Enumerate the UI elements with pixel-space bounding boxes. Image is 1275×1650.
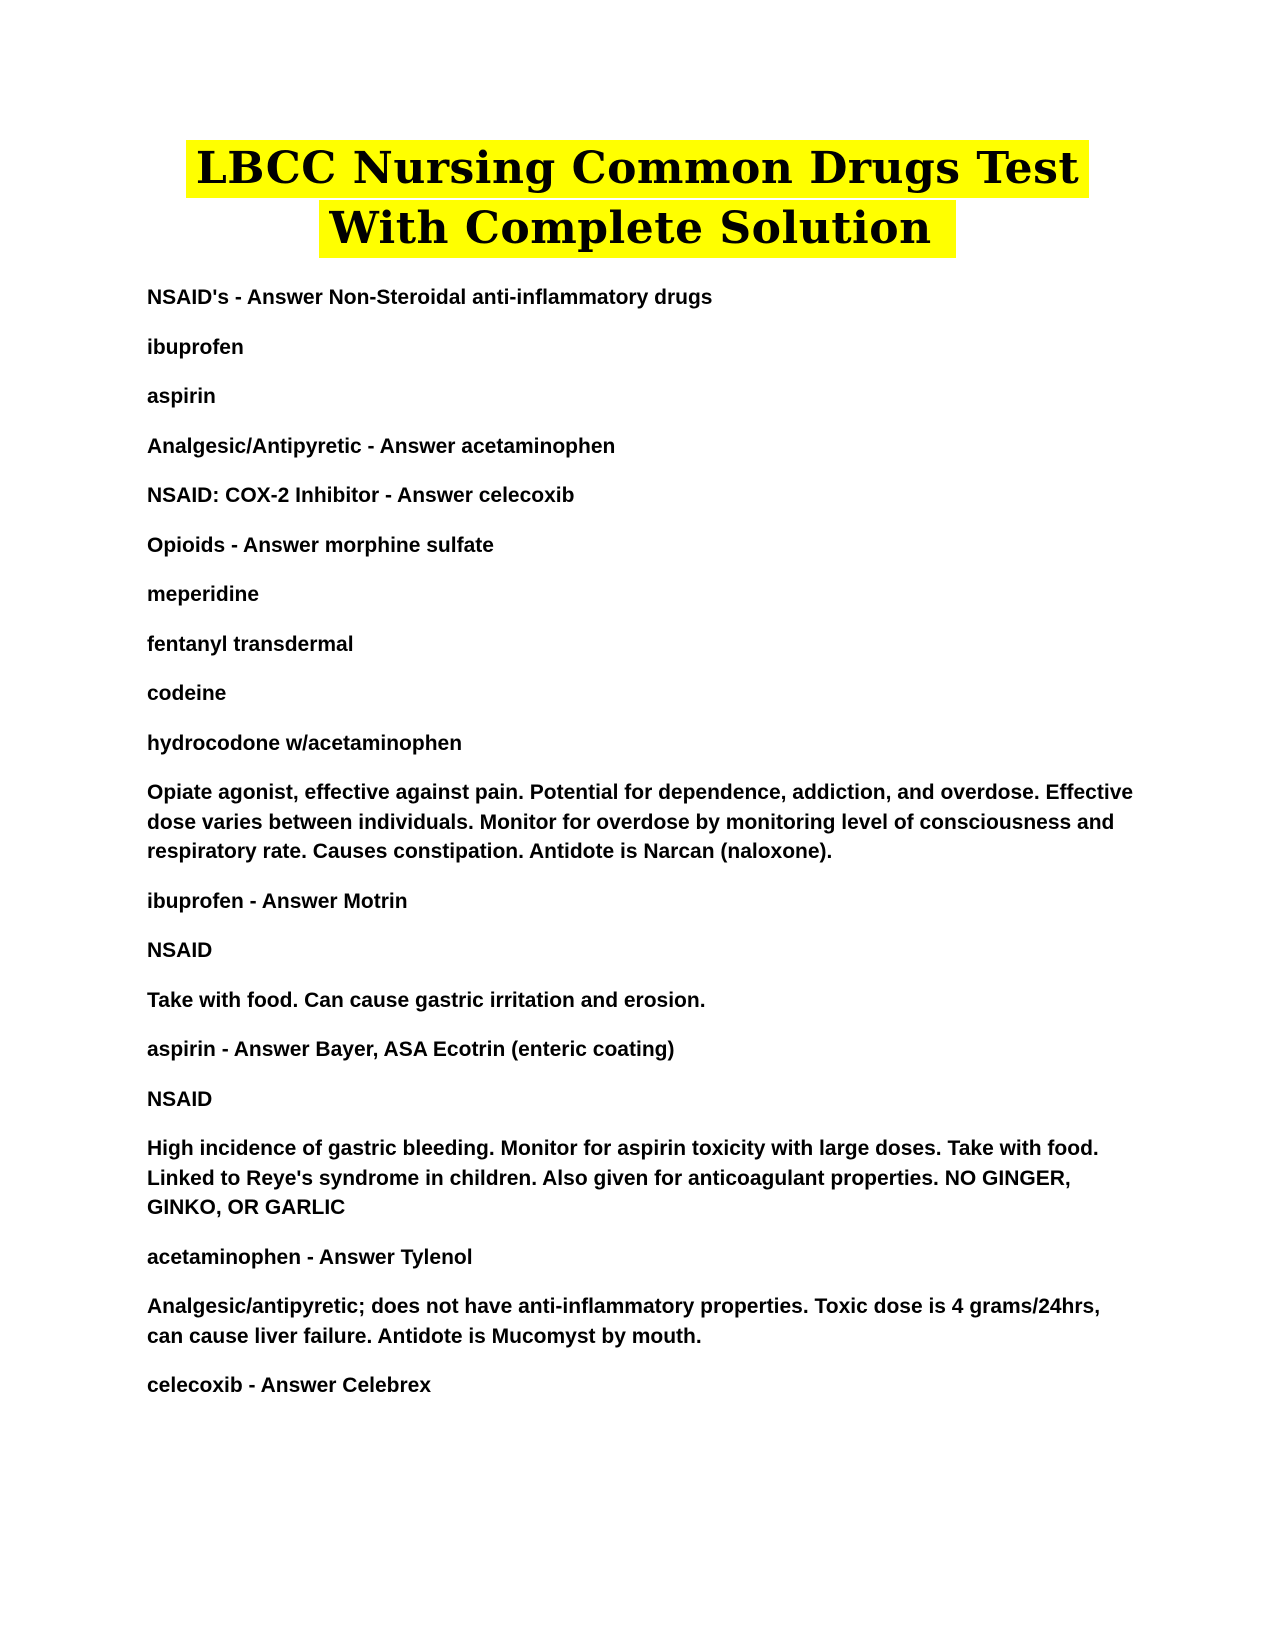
paragraph: hydrocodone w/acetaminophen [147, 731, 463, 755]
document-body [147, 283, 1137, 1421]
paragraph: ibuprofen - Answer Motrin [147, 889, 408, 913]
paragraph: NSAID: COX-2 Inhibitor - Answer celecoxib [147, 484, 575, 507]
paragraph: codeine [147, 682, 227, 705]
paragraph: Analgesic/Antipyretic - Answer acetaminophen [147, 434, 616, 458]
paragraph: Opioids - Answer morphine sulfate [147, 533, 494, 557]
paragraph: ibuprofen [147, 335, 244, 359]
document-title [0, 140, 1275, 260]
title-line-1: LBCC Nursing Common Drugs Test [186, 140, 1089, 198]
paragraph: NSAID [147, 1087, 213, 1111]
paragraph: High incidence of gastric bleeding. Monitor for aspirin toxicity with large doses. Take with food. Linked to Reye's syndrome in children. Also given for anticoagulant properties. NO GINGER, GINKO, OR GARLIC [147, 1137, 1099, 1219]
paragraph: NSAID's - Answer Non-Steroidal anti-inflammatory drugs [147, 286, 713, 309]
paragraph: Opiate agonist, effective against pain. Potential for dependence, addiction, and overdose. Effective dose varies between individuals. Monitor for overdose by monitoring level of consciousness and respiratory rate. Causes constipation. Antidote is Narcan (naloxone). [147, 781, 1134, 863]
paragraph: NSAID [147, 939, 213, 962]
paragraph: celecoxib - Answer Celebrex [147, 1374, 432, 1397]
paragraph: fentanyl transdermal [147, 632, 354, 656]
paragraph: Take with food. Can cause gastric irritation and erosion. [147, 988, 706, 1012]
paragraph: aspirin - Answer Bayer, ASA Ecotrin (enteric coating) [147, 1038, 675, 1061]
paragraph: aspirin [147, 385, 216, 408]
paragraph: Analgesic/antipyretic; does not have anti-inflammatory properties. Toxic dose is 4 grams/24hrs, can cause liver failure. Antidote is Mucomyst by mouth. [147, 1295, 1101, 1348]
paragraph: meperidine [147, 583, 260, 606]
title-line-2: With Complete Solution [319, 200, 955, 258]
paragraph: acetaminophen - Answer Tylenol [147, 1245, 473, 1269]
